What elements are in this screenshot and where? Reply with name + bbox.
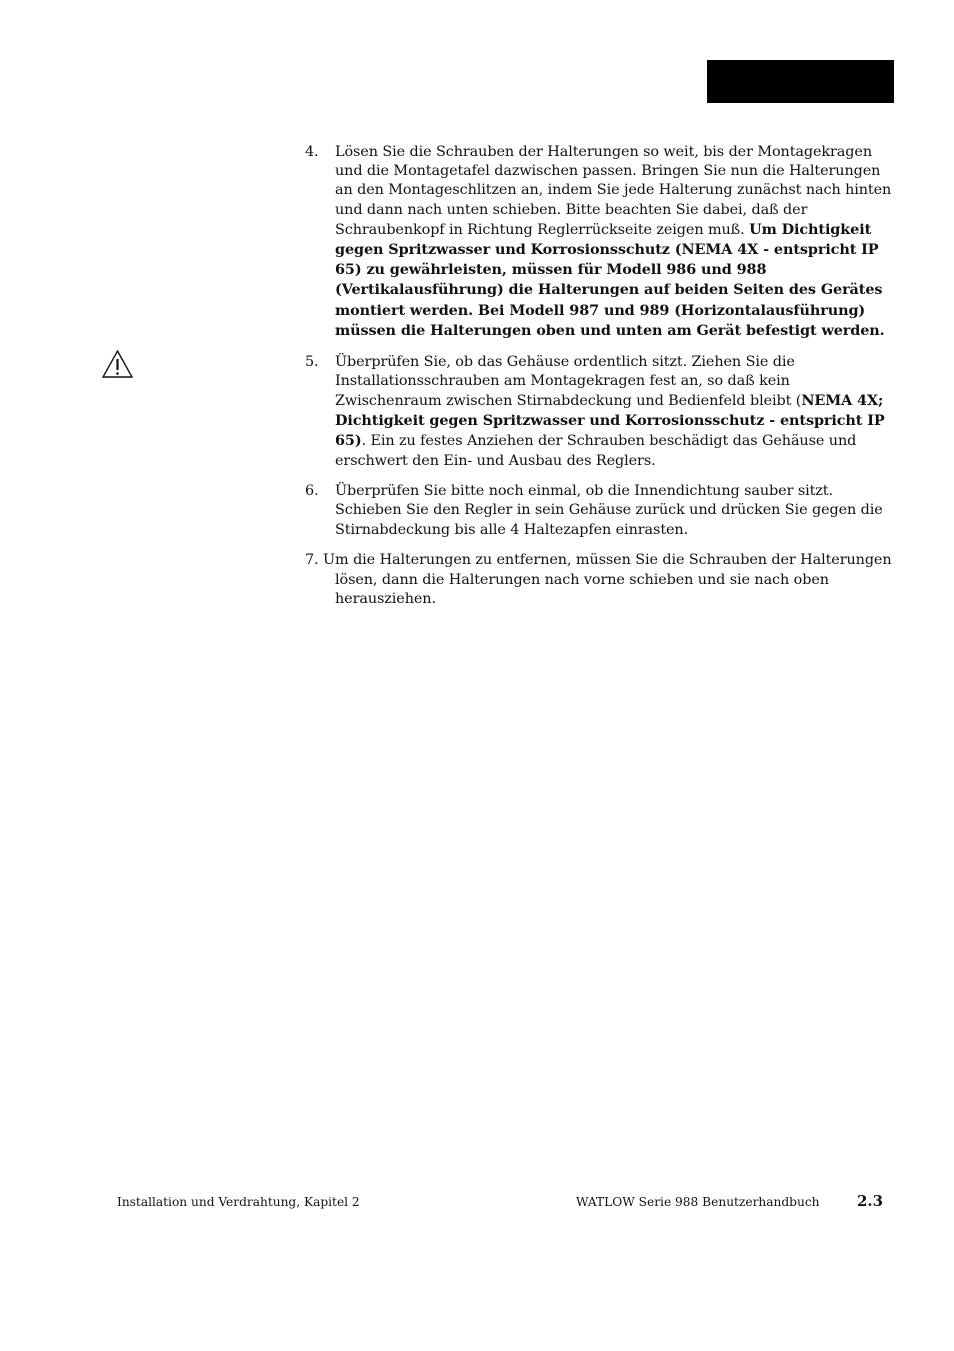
step-text: Um die Halterungen zu entfernen, müssen Sie die Schrauben der Halterungen lösen, dann die Halterungen nach vorne schieben und sie nach oben herausziehen.: [323, 552, 892, 607]
step-text: Überprüfen Sie bitte noch einmal, ob die Innendichtung sauber sitzt. Schieben Sie den Regler in sein Gehäuse zurück und drücken Sie gegen die Stirnabdeckung bis alle 4 Haltezapfen einrasten.: [335, 483, 883, 538]
footer-chapter: Installation und Verdrahtung, Kapitel 2: [117, 1195, 360, 1209]
instruction-list: [305, 143, 897, 620]
step-text: Lösen Sie die Schrauben der Halterungen so weit, bis der Montagekragen und die Montagetafel dazwischen passen. Bringen Sie nun die Halterungen an den Montageschlitzen an, indem Sie jede Halterung zunächst nach hinten und dann nach unten schieben. Bitte beachten Sie dabei, daß der Schraubenkopf in Richtung Reglerrückseite zeigen muß.: [335, 144, 892, 238]
step-text: Überprüfen Sie, ob das Gehäuse ordentlich sitzt. Ziehen Sie die Installationsschrauben am Montagekragen fest an, so daß kein Zwischenraum zwischen Stirnabdeckung und Bedienfeld bleibt (: [335, 353, 802, 409]
page-number: 2.3: [857, 1192, 884, 1210]
step-7: [305, 551, 897, 609]
step-number: 4.: [305, 144, 319, 160]
step-text: . Ein zu festes Anziehen der Schrauben beschädigt das Gehäuse und erschwert den Ein- und Ausbau des Reglers.: [335, 433, 857, 469]
warning-triangle-icon: [101, 349, 134, 379]
step-bold-text: Um Dichtigkeit gegen Spritzwasser und Korrosionsschutz (NEMA 4X - entspricht IP 65) zu gewährleisten, müssen für Modell 986 und 988 (Vertikalausführung) die Halterungen auf beiden Seiten des Gerätes montiert werden. Bei Modell 987 und 989 (Horizontalausführung) müssen die Halterungen oben und unten am Gerät befestigt werden.: [335, 220, 885, 339]
step-number: 6.: [305, 483, 319, 500]
footer-manual-title: WATLOW Serie 988 Benutzerhandbuch: [576, 1195, 820, 1209]
step-5: [305, 353, 897, 471]
chapter-tab-block: [707, 60, 894, 103]
step-6: [305, 482, 897, 540]
step-bold-text: NEMA 4X; Dichtigkeit gegen Spritzwasser und Korrosionsschutz - entspricht IP 65): [335, 391, 885, 450]
step-number: 5.: [305, 353, 319, 370]
step-number: 7.: [305, 552, 324, 569]
step-4: [305, 143, 897, 341]
